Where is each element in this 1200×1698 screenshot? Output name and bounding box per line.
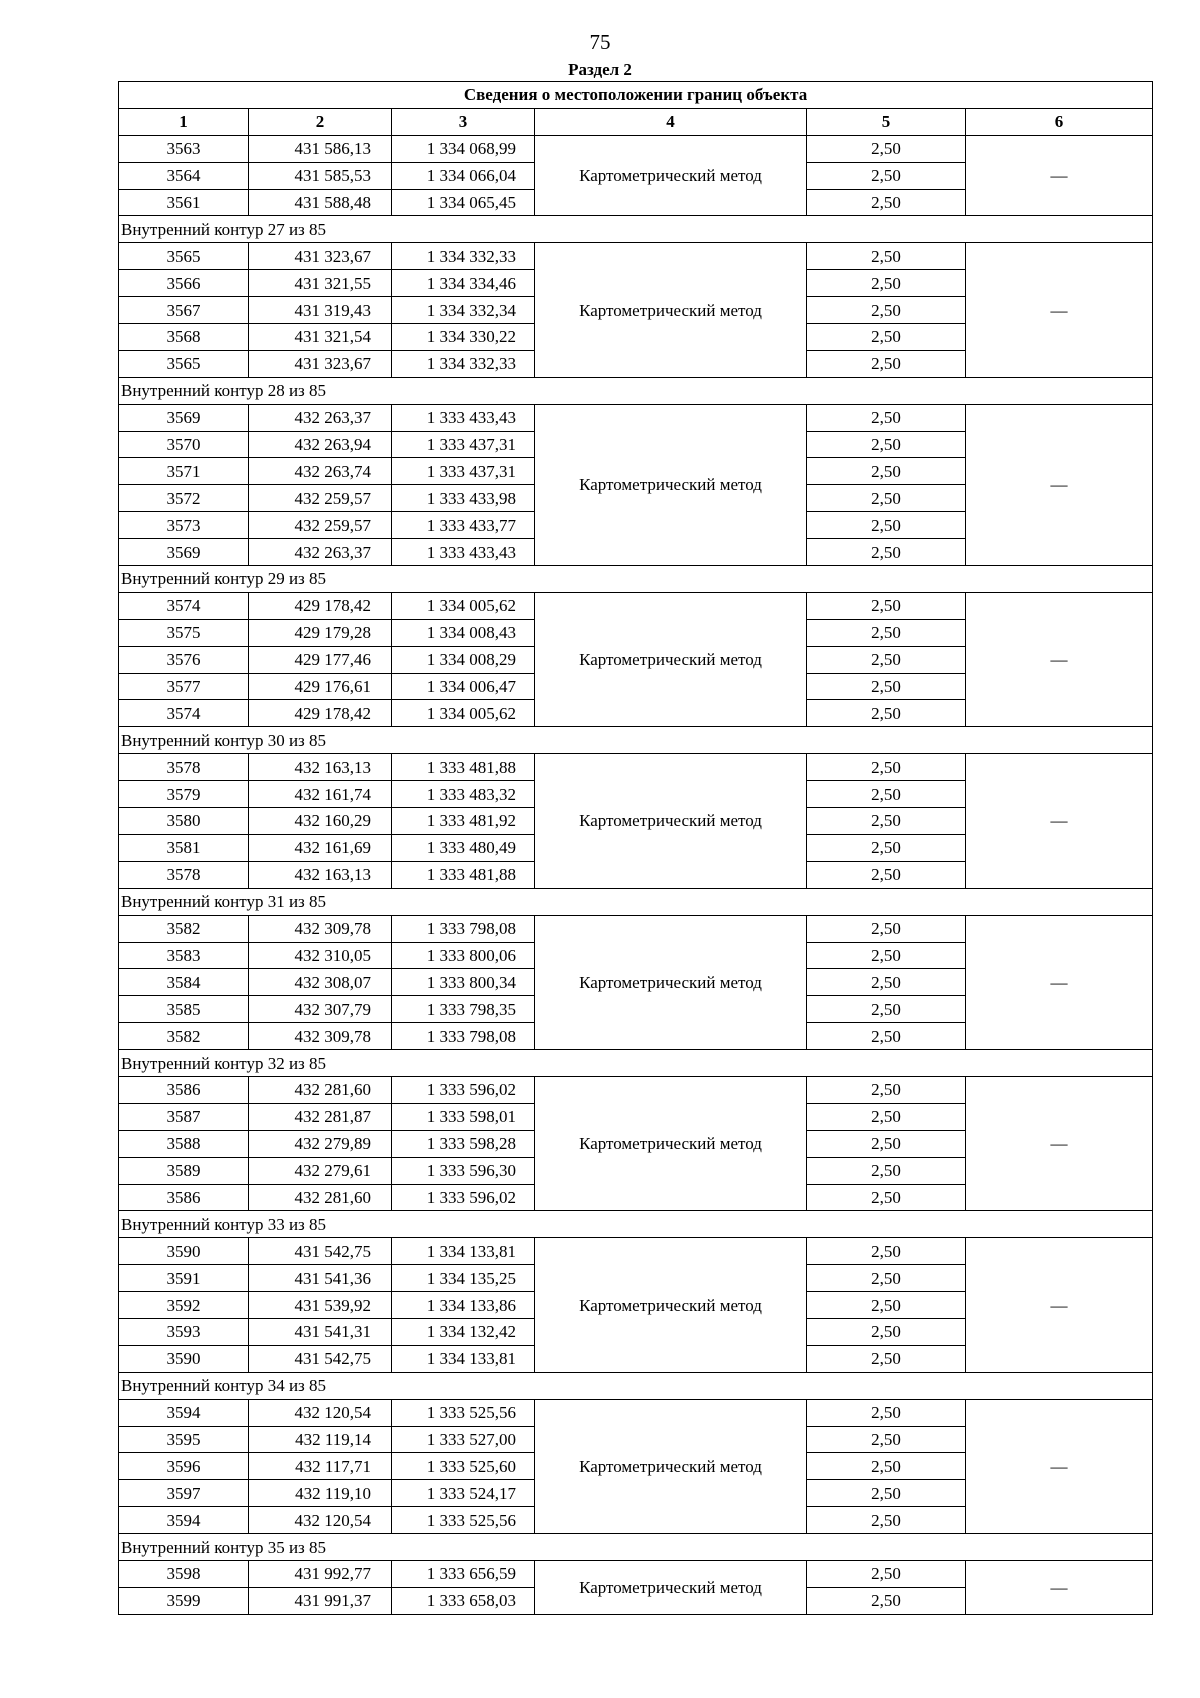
table-row [119, 592, 1153, 619]
note-cell: — [966, 915, 1153, 1049]
y-coordinate: 1 334 008,43 [392, 619, 535, 646]
page-number: 75 [589, 30, 611, 54]
note-cell: — [966, 1076, 1153, 1210]
x-coordinate: 432 120,54 [249, 1507, 392, 1534]
x-coordinate: 432 259,57 [249, 485, 392, 512]
y-coordinate: 1 334 330,22 [392, 324, 535, 351]
y-coordinate: 1 333 483,32 [392, 781, 535, 808]
method-cell: Картометрический метод [535, 1399, 807, 1533]
precision-cell: 2,50 [807, 1399, 966, 1426]
x-coordinate: 431 542,75 [249, 1238, 392, 1265]
table-row [119, 243, 1153, 270]
x-coordinate: 432 120,54 [249, 1399, 392, 1426]
y-coordinate: 1 333 480,49 [392, 834, 535, 861]
column-header: 6 [966, 108, 1153, 135]
point-number: 3567 [119, 297, 249, 324]
method-cell: Картометрический метод [535, 243, 807, 377]
precision-cell: 2,50 [807, 861, 966, 888]
y-coordinate: 1 333 598,28 [392, 1130, 535, 1157]
y-coordinate: 1 333 798,08 [392, 1023, 535, 1050]
y-coordinate: 1 333 481,88 [392, 861, 535, 888]
y-coordinate: 1 333 596,30 [392, 1157, 535, 1184]
y-coordinate: 1 333 800,06 [392, 942, 535, 969]
x-coordinate: 429 179,28 [249, 619, 392, 646]
note-cell: — [966, 135, 1153, 216]
precision-cell: 2,50 [807, 243, 966, 270]
table-row [119, 1399, 1153, 1426]
x-coordinate: 432 119,14 [249, 1426, 392, 1453]
precision-cell: 2,50 [807, 1184, 966, 1211]
point-number: 3598 [119, 1560, 249, 1587]
method-cell: Картометрический метод [535, 1560, 807, 1614]
precision-cell: 2,50 [807, 1076, 966, 1103]
note-cell: — [966, 1560, 1153, 1614]
x-coordinate: 431 586,13 [249, 135, 392, 162]
precision-cell: 2,50 [807, 1480, 966, 1507]
y-coordinate: 1 333 433,43 [392, 539, 535, 566]
precision-cell: 2,50 [807, 673, 966, 700]
section-title: Раздел 2 [568, 60, 632, 79]
point-number: 3579 [119, 781, 249, 808]
contour-label: Внутренний контур 31 из 85 [119, 888, 1153, 915]
point-number: 3593 [119, 1318, 249, 1345]
precision-cell: 2,50 [807, 592, 966, 619]
contour-label: Внутренний контур 32 из 85 [119, 1050, 1153, 1077]
y-coordinate: 1 333 658,03 [392, 1587, 535, 1614]
point-number: 3586 [119, 1184, 249, 1211]
y-coordinate: 1 333 481,92 [392, 808, 535, 835]
y-coordinate: 1 334 332,33 [392, 350, 535, 377]
point-number: 3574 [119, 592, 249, 619]
precision-cell: 2,50 [807, 754, 966, 781]
contour-label: Внутренний контур 33 из 85 [119, 1211, 1153, 1238]
note-cell: — [966, 243, 1153, 377]
point-number: 3561 [119, 189, 249, 216]
y-coordinate: 1 334 066,04 [392, 162, 535, 189]
table-row [119, 1560, 1153, 1587]
y-coordinate: 1 333 798,35 [392, 996, 535, 1023]
method-cell: Картометрический метод [535, 1238, 807, 1372]
point-number: 3587 [119, 1103, 249, 1130]
contour-row [119, 1534, 1153, 1561]
precision-cell: 2,50 [807, 1453, 966, 1480]
point-number: 3576 [119, 646, 249, 673]
precision-cell: 2,50 [807, 942, 966, 969]
contour-label: Внутренний контур 27 из 85 [119, 216, 1153, 243]
x-coordinate: 431 323,67 [249, 350, 392, 377]
precision-cell: 2,50 [807, 458, 966, 485]
precision-cell: 2,50 [807, 969, 966, 996]
point-number: 3571 [119, 458, 249, 485]
precision-cell: 2,50 [807, 539, 966, 566]
precision-cell: 2,50 [807, 270, 966, 297]
x-coordinate: 432 281,87 [249, 1103, 392, 1130]
x-coordinate: 432 281,60 [249, 1184, 392, 1211]
precision-cell: 2,50 [807, 646, 966, 673]
point-number: 3582 [119, 1023, 249, 1050]
precision-cell: 2,50 [807, 915, 966, 942]
x-coordinate: 431 542,75 [249, 1345, 392, 1372]
contour-row [119, 727, 1153, 754]
precision-cell: 2,50 [807, 834, 966, 861]
point-number: 3578 [119, 754, 249, 781]
point-number: 3595 [119, 1426, 249, 1453]
x-coordinate: 429 178,42 [249, 700, 392, 727]
table-row [119, 135, 1153, 162]
precision-cell: 2,50 [807, 1238, 966, 1265]
precision-cell: 2,50 [807, 1292, 966, 1319]
x-coordinate: 432 263,37 [249, 404, 392, 431]
x-coordinate: 429 177,46 [249, 646, 392, 673]
precision-cell: 2,50 [807, 1103, 966, 1130]
x-coordinate: 431 539,92 [249, 1292, 392, 1319]
x-coordinate: 431 319,43 [249, 297, 392, 324]
point-number: 3589 [119, 1157, 249, 1184]
point-number: 3584 [119, 969, 249, 996]
y-coordinate: 1 333 798,08 [392, 915, 535, 942]
table-row [119, 754, 1153, 781]
point-number: 3590 [119, 1345, 249, 1372]
x-coordinate: 432 161,69 [249, 834, 392, 861]
note-cell: — [966, 754, 1153, 888]
y-coordinate: 1 334 133,81 [392, 1238, 535, 1265]
x-coordinate: 432 279,61 [249, 1157, 392, 1184]
contour-label: Внутренний контур 30 из 85 [119, 727, 1153, 754]
point-number: 3581 [119, 834, 249, 861]
precision-cell: 2,50 [807, 1130, 966, 1157]
precision-cell: 2,50 [807, 189, 966, 216]
point-number: 3569 [119, 404, 249, 431]
point-number: 3565 [119, 243, 249, 270]
y-coordinate: 1 333 800,34 [392, 969, 535, 996]
x-coordinate: 432 307,79 [249, 996, 392, 1023]
contour-label: Внутренний контур 28 из 85 [119, 377, 1153, 404]
point-number: 3577 [119, 673, 249, 700]
y-coordinate: 1 333 525,56 [392, 1507, 535, 1534]
contour-row [119, 1050, 1153, 1077]
y-coordinate: 1 333 437,31 [392, 458, 535, 485]
precision-cell: 2,50 [807, 1318, 966, 1345]
contour-row [119, 216, 1153, 243]
precision-cell: 2,50 [807, 1157, 966, 1184]
point-number: 3575 [119, 619, 249, 646]
point-number: 3585 [119, 996, 249, 1023]
y-coordinate: 1 334 005,62 [392, 592, 535, 619]
precision-cell: 2,50 [807, 996, 966, 1023]
column-header: 3 [392, 108, 535, 135]
y-coordinate: 1 334 068,99 [392, 135, 535, 162]
point-number: 3592 [119, 1292, 249, 1319]
header-row [119, 108, 1153, 135]
precision-cell: 2,50 [807, 808, 966, 835]
x-coordinate: 429 176,61 [249, 673, 392, 700]
y-coordinate: 1 333 598,01 [392, 1103, 535, 1130]
point-number: 3594 [119, 1507, 249, 1534]
precision-cell: 2,50 [807, 1023, 966, 1050]
precision-cell: 2,50 [807, 135, 966, 162]
point-number: 3573 [119, 512, 249, 539]
method-cell: Картометрический метод [535, 135, 807, 216]
x-coordinate: 432 117,71 [249, 1453, 392, 1480]
x-coordinate: 431 585,53 [249, 162, 392, 189]
x-coordinate: 431 992,77 [249, 1560, 392, 1587]
point-number: 3566 [119, 270, 249, 297]
column-header: 2 [249, 108, 392, 135]
precision-cell: 2,50 [807, 1265, 966, 1292]
point-number: 3564 [119, 162, 249, 189]
contour-row [119, 1211, 1153, 1238]
x-coordinate: 432 163,13 [249, 754, 392, 781]
x-coordinate: 431 541,31 [249, 1318, 392, 1345]
y-coordinate: 1 334 332,33 [392, 243, 535, 270]
y-coordinate: 1 334 132,42 [392, 1318, 535, 1345]
point-number: 3582 [119, 915, 249, 942]
precision-cell: 2,50 [807, 324, 966, 351]
y-coordinate: 1 333 433,43 [392, 404, 535, 431]
precision-cell: 2,50 [807, 781, 966, 808]
y-coordinate: 1 334 133,86 [392, 1292, 535, 1319]
x-coordinate: 432 308,07 [249, 969, 392, 996]
precision-cell: 2,50 [807, 431, 966, 458]
precision-cell: 2,50 [807, 1345, 966, 1372]
precision-cell: 2,50 [807, 404, 966, 431]
x-coordinate: 431 541,36 [249, 1265, 392, 1292]
x-coordinate: 429 178,42 [249, 592, 392, 619]
point-number: 3580 [119, 808, 249, 835]
x-coordinate: 432 263,37 [249, 539, 392, 566]
method-cell: Картометрический метод [535, 1076, 807, 1210]
method-cell: Картометрический метод [535, 404, 807, 565]
x-coordinate: 432 119,10 [249, 1480, 392, 1507]
point-number: 3599 [119, 1587, 249, 1614]
contour-row [119, 566, 1153, 593]
y-coordinate: 1 333 596,02 [392, 1184, 535, 1211]
note-cell: — [966, 404, 1153, 565]
x-coordinate: 432 263,74 [249, 458, 392, 485]
y-coordinate: 1 334 133,81 [392, 1345, 535, 1372]
x-coordinate: 432 160,29 [249, 808, 392, 835]
x-coordinate: 431 323,67 [249, 243, 392, 270]
x-coordinate: 432 279,89 [249, 1130, 392, 1157]
point-number: 3588 [119, 1130, 249, 1157]
point-number: 3572 [119, 485, 249, 512]
contour-row [119, 1372, 1153, 1399]
y-coordinate: 1 334 332,34 [392, 297, 535, 324]
point-number: 3591 [119, 1265, 249, 1292]
y-coordinate: 1 333 524,17 [392, 1480, 535, 1507]
method-cell: Картометрический метод [535, 754, 807, 888]
precision-cell: 2,50 [807, 1587, 966, 1614]
point-number: 3597 [119, 1480, 249, 1507]
y-coordinate: 1 333 525,60 [392, 1453, 535, 1480]
y-coordinate: 1 334 008,29 [392, 646, 535, 673]
x-coordinate: 432 309,78 [249, 1023, 392, 1050]
table-row [119, 1076, 1153, 1103]
y-coordinate: 1 333 433,98 [392, 485, 535, 512]
column-header: 4 [535, 108, 807, 135]
y-coordinate: 1 334 334,46 [392, 270, 535, 297]
column-header: 1 [119, 108, 249, 135]
point-number: 3578 [119, 861, 249, 888]
x-coordinate: 431 321,54 [249, 324, 392, 351]
table-row [119, 915, 1153, 942]
y-coordinate: 1 334 065,45 [392, 189, 535, 216]
precision-cell: 2,50 [807, 1426, 966, 1453]
y-coordinate: 1 333 596,02 [392, 1076, 535, 1103]
precision-cell: 2,50 [807, 485, 966, 512]
x-coordinate: 432 259,57 [249, 512, 392, 539]
y-coordinate: 1 333 656,59 [392, 1560, 535, 1587]
precision-cell: 2,50 [807, 1507, 966, 1534]
precision-cell: 2,50 [807, 350, 966, 377]
point-number: 3590 [119, 1238, 249, 1265]
note-cell: — [966, 1399, 1153, 1533]
y-coordinate: 1 333 527,00 [392, 1426, 535, 1453]
y-coordinate: 1 333 437,31 [392, 431, 535, 458]
precision-cell: 2,50 [807, 619, 966, 646]
contour-row [119, 888, 1153, 915]
y-coordinate: 1 333 481,88 [392, 754, 535, 781]
x-coordinate: 432 163,13 [249, 861, 392, 888]
point-number: 3586 [119, 1076, 249, 1103]
x-coordinate: 432 310,05 [249, 942, 392, 969]
x-coordinate: 432 281,60 [249, 1076, 392, 1103]
point-number: 3594 [119, 1399, 249, 1426]
point-number: 3565 [119, 350, 249, 377]
point-number: 3569 [119, 539, 249, 566]
precision-cell: 2,50 [807, 700, 966, 727]
point-number: 3574 [119, 700, 249, 727]
x-coordinate: 432 309,78 [249, 915, 392, 942]
point-number: 3583 [119, 942, 249, 969]
contour-label: Внутренний контур 34 из 85 [119, 1372, 1153, 1399]
precision-cell: 2,50 [807, 512, 966, 539]
contour-label: Внутренний контур 29 из 85 [119, 566, 1153, 593]
boundary-table [118, 81, 1153, 1615]
method-cell: Картометрический метод [535, 915, 807, 1049]
x-coordinate: 432 161,74 [249, 781, 392, 808]
table-caption: Сведения о местоположении границ объекта [119, 82, 1153, 109]
y-coordinate: 1 334 005,62 [392, 700, 535, 727]
y-coordinate: 1 333 433,77 [392, 512, 535, 539]
contour-row [119, 377, 1153, 404]
precision-cell: 2,50 [807, 1560, 966, 1587]
precision-cell: 2,50 [807, 297, 966, 324]
note-cell: — [966, 1238, 1153, 1372]
x-coordinate: 431 588,48 [249, 189, 392, 216]
contour-label: Внутренний контур 35 из 85 [119, 1534, 1153, 1561]
note-cell: — [966, 592, 1153, 726]
y-coordinate: 1 334 135,25 [392, 1265, 535, 1292]
precision-cell: 2,50 [807, 162, 966, 189]
table-row [119, 1238, 1153, 1265]
x-coordinate: 431 321,55 [249, 270, 392, 297]
method-cell: Картометрический метод [535, 592, 807, 726]
table-row [119, 404, 1153, 431]
x-coordinate: 431 991,37 [249, 1587, 392, 1614]
point-number: 3570 [119, 431, 249, 458]
x-coordinate: 432 263,94 [249, 431, 392, 458]
y-coordinate: 1 334 006,47 [392, 673, 535, 700]
point-number: 3568 [119, 324, 249, 351]
y-coordinate: 1 333 525,56 [392, 1399, 535, 1426]
point-number: 3596 [119, 1453, 249, 1480]
point-number: 3563 [119, 135, 249, 162]
column-header: 5 [807, 108, 966, 135]
